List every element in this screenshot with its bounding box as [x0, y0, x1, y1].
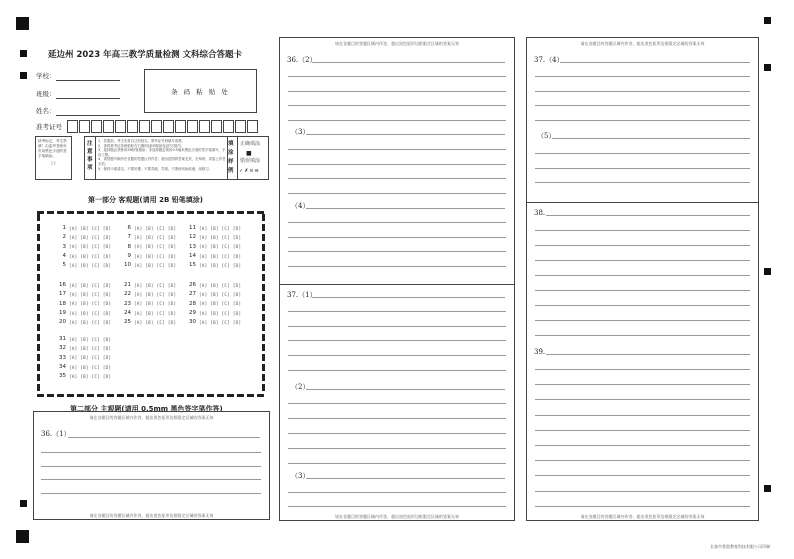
- mcq-choice-bubbles[interactable]: [A] [B] [C] [D]: [199, 310, 242, 316]
- exam-number-label: 准考证号: [36, 123, 62, 131]
- question-37-1-label: 37.（1）: [287, 291, 317, 299]
- answer-line[interactable]: [306, 208, 505, 209]
- answer-line[interactable]: [535, 415, 750, 416]
- warn-text: 请在各题目的答题区域内作答，超出黑色矩形边框限定区域的答案无效: [89, 513, 214, 518]
- answer-line[interactable]: [288, 266, 506, 267]
- answer-line[interactable]: [68, 437, 260, 438]
- answer-line[interactable]: [288, 463, 506, 464]
- mcq-choice-bubbles[interactable]: [A] [B] [C] [D]: [69, 292, 112, 298]
- answer-line[interactable]: [535, 335, 750, 336]
- answer-panel-37-38-39: [526, 37, 759, 521]
- exam-number-digit-box[interactable]: [235, 120, 246, 133]
- answer-line[interactable]: [288, 105, 506, 106]
- answer-line[interactable]: [535, 369, 750, 370]
- answer-line[interactable]: [312, 62, 505, 63]
- mcq-question-number: 9: [127, 252, 131, 259]
- timing-mark: [764, 64, 771, 71]
- mcq-question-number: 16: [59, 282, 66, 288]
- warn-text: 请在各题目的答题区域内作答，超出黑色矩形边框限定区域的答案无效: [335, 514, 459, 519]
- timing-mark: [764, 17, 771, 24]
- exam-number-digit-box[interactable]: [223, 120, 234, 133]
- question-36-1-label: 36.（1）: [41, 430, 71, 438]
- answer-line[interactable]: [288, 164, 506, 165]
- absent-mark-bracket[interactable]: [ ]: [51, 161, 56, 165]
- name-field[interactable]: [56, 115, 120, 116]
- mcq-choice-bubbles[interactable]: [A] [B] [C] [D]: [69, 235, 112, 241]
- mcq-question-number: 18: [59, 300, 66, 307]
- question-36-4-label: （4）: [291, 202, 310, 210]
- mcq-border-left: [37, 214, 40, 394]
- answer-line[interactable]: [41, 466, 261, 467]
- answer-line[interactable]: [535, 168, 750, 169]
- answer-line[interactable]: [535, 399, 750, 400]
- exam-number-digit-box[interactable]: [211, 120, 222, 133]
- answer-line[interactable]: [288, 178, 506, 179]
- mcq-question-number: 32: [59, 345, 66, 352]
- answer-line[interactable]: [312, 297, 505, 298]
- answer-line[interactable]: [288, 222, 506, 223]
- mcq-choice-bubbles[interactable]: [A] [B] [C] [D]: [199, 263, 242, 268]
- answer-line[interactable]: [552, 138, 750, 139]
- exam-number-digit-box[interactable]: [187, 120, 198, 133]
- answer-line[interactable]: [288, 311, 506, 312]
- mcq-border-right: [262, 214, 265, 394]
- mcq-choice-bubbles[interactable]: [A] [B] [C] [D]: [69, 364, 112, 370]
- answer-line[interactable]: [535, 475, 750, 476]
- answer-line[interactable]: [535, 105, 750, 106]
- corner-mark: [16, 530, 29, 543]
- mcq-question-number: 12: [189, 234, 196, 241]
- exam-number-digit-box[interactable]: [151, 120, 162, 133]
- mcq-question-number: 10: [124, 262, 131, 269]
- printer-footer: 长春市普奥教育科技有限公司印制: [710, 544, 770, 549]
- answer-line[interactable]: [535, 305, 750, 306]
- answer-line[interactable]: [288, 149, 506, 150]
- notes-box: [84, 136, 269, 180]
- correct-fill-label: 正确填涂: [240, 141, 261, 147]
- barcode-area: 条 码 粘 贴 处: [144, 69, 257, 113]
- answer-line[interactable]: [288, 403, 506, 404]
- answer-line[interactable]: [288, 418, 506, 419]
- mcq-question-number: 29: [189, 309, 196, 316]
- mcq-question-number: 25: [124, 319, 131, 326]
- note-item: 4．请按题号顺序在各题的答题区内作答，超出范围的答案无效，在草纸、试卷上作答无效。: [98, 157, 226, 166]
- exam-number-digit-box[interactable]: [67, 120, 78, 133]
- answer-line[interactable]: [41, 479, 261, 480]
- fill-example-label: 填涂样例: [228, 141, 234, 174]
- answer-line[interactable]: [535, 153, 750, 154]
- answer-line[interactable]: [535, 320, 750, 321]
- panel-divider: [279, 284, 515, 285]
- note-item: 3．选择题必须使用2B铅笔填涂；非选择题必须用0.5毫米黑色字迹的签字笔填写，字体工整。: [98, 148, 226, 157]
- note-item: 2．请将准考证条码粘贴在右侧的[条码粘贴处]的方框内。: [98, 143, 185, 148]
- mcq-choice-bubbles[interactable]: [A] [B] [C] [D]: [69, 225, 112, 231]
- answer-line[interactable]: [288, 506, 506, 507]
- answer-line[interactable]: [546, 354, 750, 355]
- mcq-question-number: 1: [62, 225, 66, 231]
- answer-line[interactable]: [288, 448, 506, 449]
- part2-title: 第二部分 主观题(请用 0.5mm 黑色签字笔作答): [70, 405, 223, 413]
- mcq-question-number: 34: [59, 363, 66, 370]
- name-label: 姓名：: [36, 107, 56, 115]
- mcq-choice-bubbles[interactable]: [A] [B] [C] [D]: [199, 235, 242, 241]
- question-38-label: 38.: [534, 209, 546, 217]
- answer-line[interactable]: [288, 76, 506, 77]
- mcq-choice-bubbles[interactable]: [A] [B] [C] [D]: [134, 292, 177, 298]
- mcq-choice-bubbles[interactable]: [A] [B] [C] [D]: [69, 346, 112, 352]
- answer-line[interactable]: [535, 230, 750, 231]
- mcq-choice-bubbles[interactable]: [A] [B] [C] [D]: [134, 320, 177, 325]
- mcq-choice-bubbles[interactable]: [A] [B] [C] [D]: [134, 225, 177, 231]
- mcq-choice-bubbles[interactable]: [A] [B] [C] [D]: [69, 374, 112, 379]
- exam-number-digit-box[interactable]: [79, 120, 90, 133]
- answer-line[interactable]: [306, 134, 505, 135]
- answer-line[interactable]: [560, 62, 750, 63]
- exam-number-digit-box[interactable]: [139, 120, 150, 133]
- question-36-2-label: 36.（2）: [287, 56, 317, 64]
- warn-text: 请在各题目的答题区域内作答，超出黑色矩形边框限定区域的答案无效: [580, 41, 705, 46]
- mcq-question-number: 3: [62, 243, 66, 250]
- wrong-fill-marks: ✓✗⊙⊖: [239, 168, 260, 174]
- answer-line[interactable]: [535, 506, 750, 507]
- mcq-question-number: 31: [59, 336, 66, 342]
- question-37-2-label: （2）: [291, 383, 310, 391]
- school-label: 学校：: [36, 72, 56, 80]
- answer-line[interactable]: [288, 355, 506, 356]
- timing-mark: [20, 50, 27, 57]
- exam-number-digit-box[interactable]: [127, 120, 138, 133]
- mcq-choice-bubbles[interactable]: [A] [B] [C] [D]: [199, 225, 242, 231]
- part1-title: 第一部分 客观题(请用 2B 铅笔填涂): [88, 196, 203, 204]
- exam-number-digit-box[interactable]: [91, 120, 102, 133]
- mcq-question-number: 27: [189, 291, 196, 298]
- answer-line[interactable]: [306, 389, 505, 390]
- mcq-choice-bubbles[interactable]: [A] [B] [C] [D]: [69, 355, 112, 361]
- mcq-choice-bubbles[interactable]: [A] [B] [C] [D]: [69, 253, 112, 259]
- answer-line[interactable]: [288, 340, 506, 341]
- question-39-label: 39.: [534, 348, 546, 356]
- answer-line[interactable]: [535, 275, 750, 276]
- mcq-choice-bubbles[interactable]: [A] [B] [C] [D]: [199, 320, 242, 325]
- notes-list: [98, 139, 226, 171]
- exam-number-digit-box[interactable]: [103, 120, 114, 133]
- mcq-choice-bubbles[interactable]: [A] [B] [C] [D]: [69, 310, 112, 316]
- timing-mark: [20, 500, 27, 507]
- answer-line[interactable]: [535, 384, 750, 385]
- mcq-choice-bubbles[interactable]: [A] [B] [C] [D]: [199, 292, 242, 298]
- absent-mark-text: 缺考标记，考生禁填！由监考老师负责用黑色字迹的签字笔填涂。: [38, 139, 67, 158]
- mcq-choice-bubbles[interactable]: [A] [B] [C] [D]: [199, 282, 242, 288]
- mcq-choice-bubbles[interactable]: [A] [B] [C] [D]: [134, 244, 177, 250]
- timing-mark: [764, 485, 771, 492]
- mcq-choice-bubbles[interactable]: [A] [B] [C] [D]: [134, 235, 177, 241]
- question-37-5-label: （5）: [537, 132, 556, 140]
- mcq-question-number: 21: [124, 282, 131, 288]
- answer-line[interactable]: [535, 460, 750, 461]
- mcq-choice-bubbles[interactable]: [A] [B] [C] [D]: [199, 244, 242, 250]
- mcq-question-number: 33: [59, 354, 66, 361]
- note-item: 5．保持卡面清洁，不要折叠、不要弄破、弄皱，不准使用涂改液、刮纸刀。: [98, 166, 213, 171]
- answer-line[interactable]: [535, 430, 750, 431]
- mcq-choice-bubbles[interactable]: [A] [B] [C] [D]: [199, 301, 242, 307]
- mcq-question-number: 20: [59, 319, 66, 326]
- mcq-choice-bubbles[interactable]: [A] [B] [C] [D]: [134, 301, 177, 307]
- mcq-choice-bubbles[interactable]: [A] [B] [C] [D]: [69, 263, 112, 268]
- mcq-question-number: 4: [62, 252, 66, 259]
- class-field[interactable]: [56, 98, 120, 99]
- mcq-question-number: 15: [189, 262, 196, 269]
- correct-fill-mark: ■: [246, 150, 252, 157]
- answer-line[interactable]: [535, 290, 750, 291]
- timing-mark: [764, 268, 771, 275]
- answer-line[interactable]: [41, 452, 261, 453]
- class-label: 班级：: [36, 90, 56, 98]
- exam-number-digit-box[interactable]: [115, 120, 126, 133]
- school-field[interactable]: [56, 80, 120, 81]
- wrong-fill-label: 错误填涂: [240, 158, 261, 164]
- mcq-question-number: 7: [127, 234, 131, 241]
- mcq-question-number: 11: [189, 225, 196, 231]
- mcq-border-top: [37, 211, 265, 214]
- mcq-question-number: 26: [189, 282, 196, 288]
- answer-line[interactable]: [535, 91, 750, 92]
- note-item: 1．答题前，考生先将自己的姓名、准考证号码填写清楚。: [98, 139, 185, 143]
- answer-line[interactable]: [288, 492, 506, 493]
- exam-number-digit-box[interactable]: [175, 120, 186, 133]
- exam-number-digit-box[interactable]: [199, 120, 210, 133]
- mcq-question-number: 19: [59, 309, 66, 316]
- answer-line[interactable]: [535, 120, 750, 121]
- mcq-choice-bubbles[interactable]: [A] [B] [C] [D]: [69, 301, 112, 307]
- mcq-choice-bubbles[interactable]: [A] [B] [C] [D]: [69, 336, 112, 342]
- question-36-3-label: （3）: [291, 128, 310, 136]
- mcq-question-number: 30: [189, 319, 196, 326]
- warn-text: 请在各题目的答题区域内作答，超出黑色矩形边框限定区域的答案无效: [335, 41, 459, 46]
- notes-label: 注意事项: [87, 141, 93, 171]
- warn-text: 请在各题目的答题区域内作答，超出黑色矩形边框限定区域的答案无效: [580, 514, 705, 519]
- answer-line[interactable]: [535, 445, 750, 446]
- answer-line[interactable]: [535, 245, 750, 246]
- mcq-question-number: 24: [124, 309, 131, 316]
- mcq-choice-bubbles[interactable]: [A] [B] [C] [D]: [69, 282, 112, 288]
- exam-number-digit-box[interactable]: [163, 120, 174, 133]
- answer-line[interactable]: [535, 182, 750, 183]
- mcq-question-number: 23: [124, 300, 131, 307]
- answer-line[interactable]: [288, 370, 506, 371]
- exam-number-digit-box[interactable]: [247, 120, 258, 133]
- answer-line[interactable]: [535, 76, 750, 77]
- mcq-question-number: 8: [127, 243, 131, 250]
- warn-text: 请在各题目的答题区域内作答，超出黑色矩形边框限定区域的答案无效: [89, 415, 214, 420]
- mcq-choice-bubbles[interactable]: [A] [B] [C] [D]: [134, 310, 177, 316]
- mcq-question-number: 35: [59, 373, 66, 380]
- mcq-choice-bubbles[interactable]: [A] [B] [C] [D]: [69, 244, 112, 250]
- mcq-choice-bubbles[interactable]: [A] [B] [C] [D]: [134, 263, 177, 268]
- answer-line[interactable]: [288, 251, 506, 252]
- panel-divider: [526, 202, 759, 203]
- answer-line[interactable]: [546, 215, 750, 216]
- answer-line[interactable]: [288, 193, 506, 194]
- answer-line[interactable]: [288, 91, 506, 92]
- answer-line[interactable]: [288, 433, 506, 434]
- mcq-choice-bubbles[interactable]: [A] [B] [C] [D]: [134, 253, 177, 259]
- answer-line[interactable]: [535, 260, 750, 261]
- mcq-choice-bubbles[interactable]: [A] [B] [C] [D]: [134, 282, 177, 288]
- mcq-question-number: 6: [127, 225, 131, 231]
- mcq-question-number: 5: [62, 262, 66, 269]
- mcq-question-number: 2: [62, 234, 66, 241]
- timing-mark: [20, 72, 27, 79]
- answer-line[interactable]: [306, 478, 505, 479]
- mcq-question-number: 14: [189, 252, 196, 259]
- mcq-question-number: 22: [124, 291, 131, 298]
- mcq-choice-bubbles[interactable]: [A] [B] [C] [D]: [69, 320, 112, 325]
- question-37-4-label: 37.（4）: [534, 56, 564, 64]
- absent-mark-box: [35, 136, 72, 180]
- mcq-border-bottom: [37, 394, 265, 397]
- mcq-question-number: 28: [189, 300, 196, 307]
- answer-line[interactable]: [535, 491, 750, 492]
- mcq-question-number: 13: [189, 243, 196, 250]
- answer-line[interactable]: [41, 493, 261, 494]
- mcq-question-number: 17: [59, 291, 66, 298]
- page-title: 延边州 2023 年高三教学质量检测 文科综合答题卡: [48, 50, 243, 60]
- answer-line[interactable]: [288, 237, 506, 238]
- mcq-choice-bubbles[interactable]: [A] [B] [C] [D]: [199, 253, 242, 259]
- corner-mark: [16, 17, 29, 30]
- answer-line[interactable]: [288, 120, 506, 121]
- question-37-3-label: （3）: [291, 472, 310, 480]
- answer-line[interactable]: [288, 326, 506, 327]
